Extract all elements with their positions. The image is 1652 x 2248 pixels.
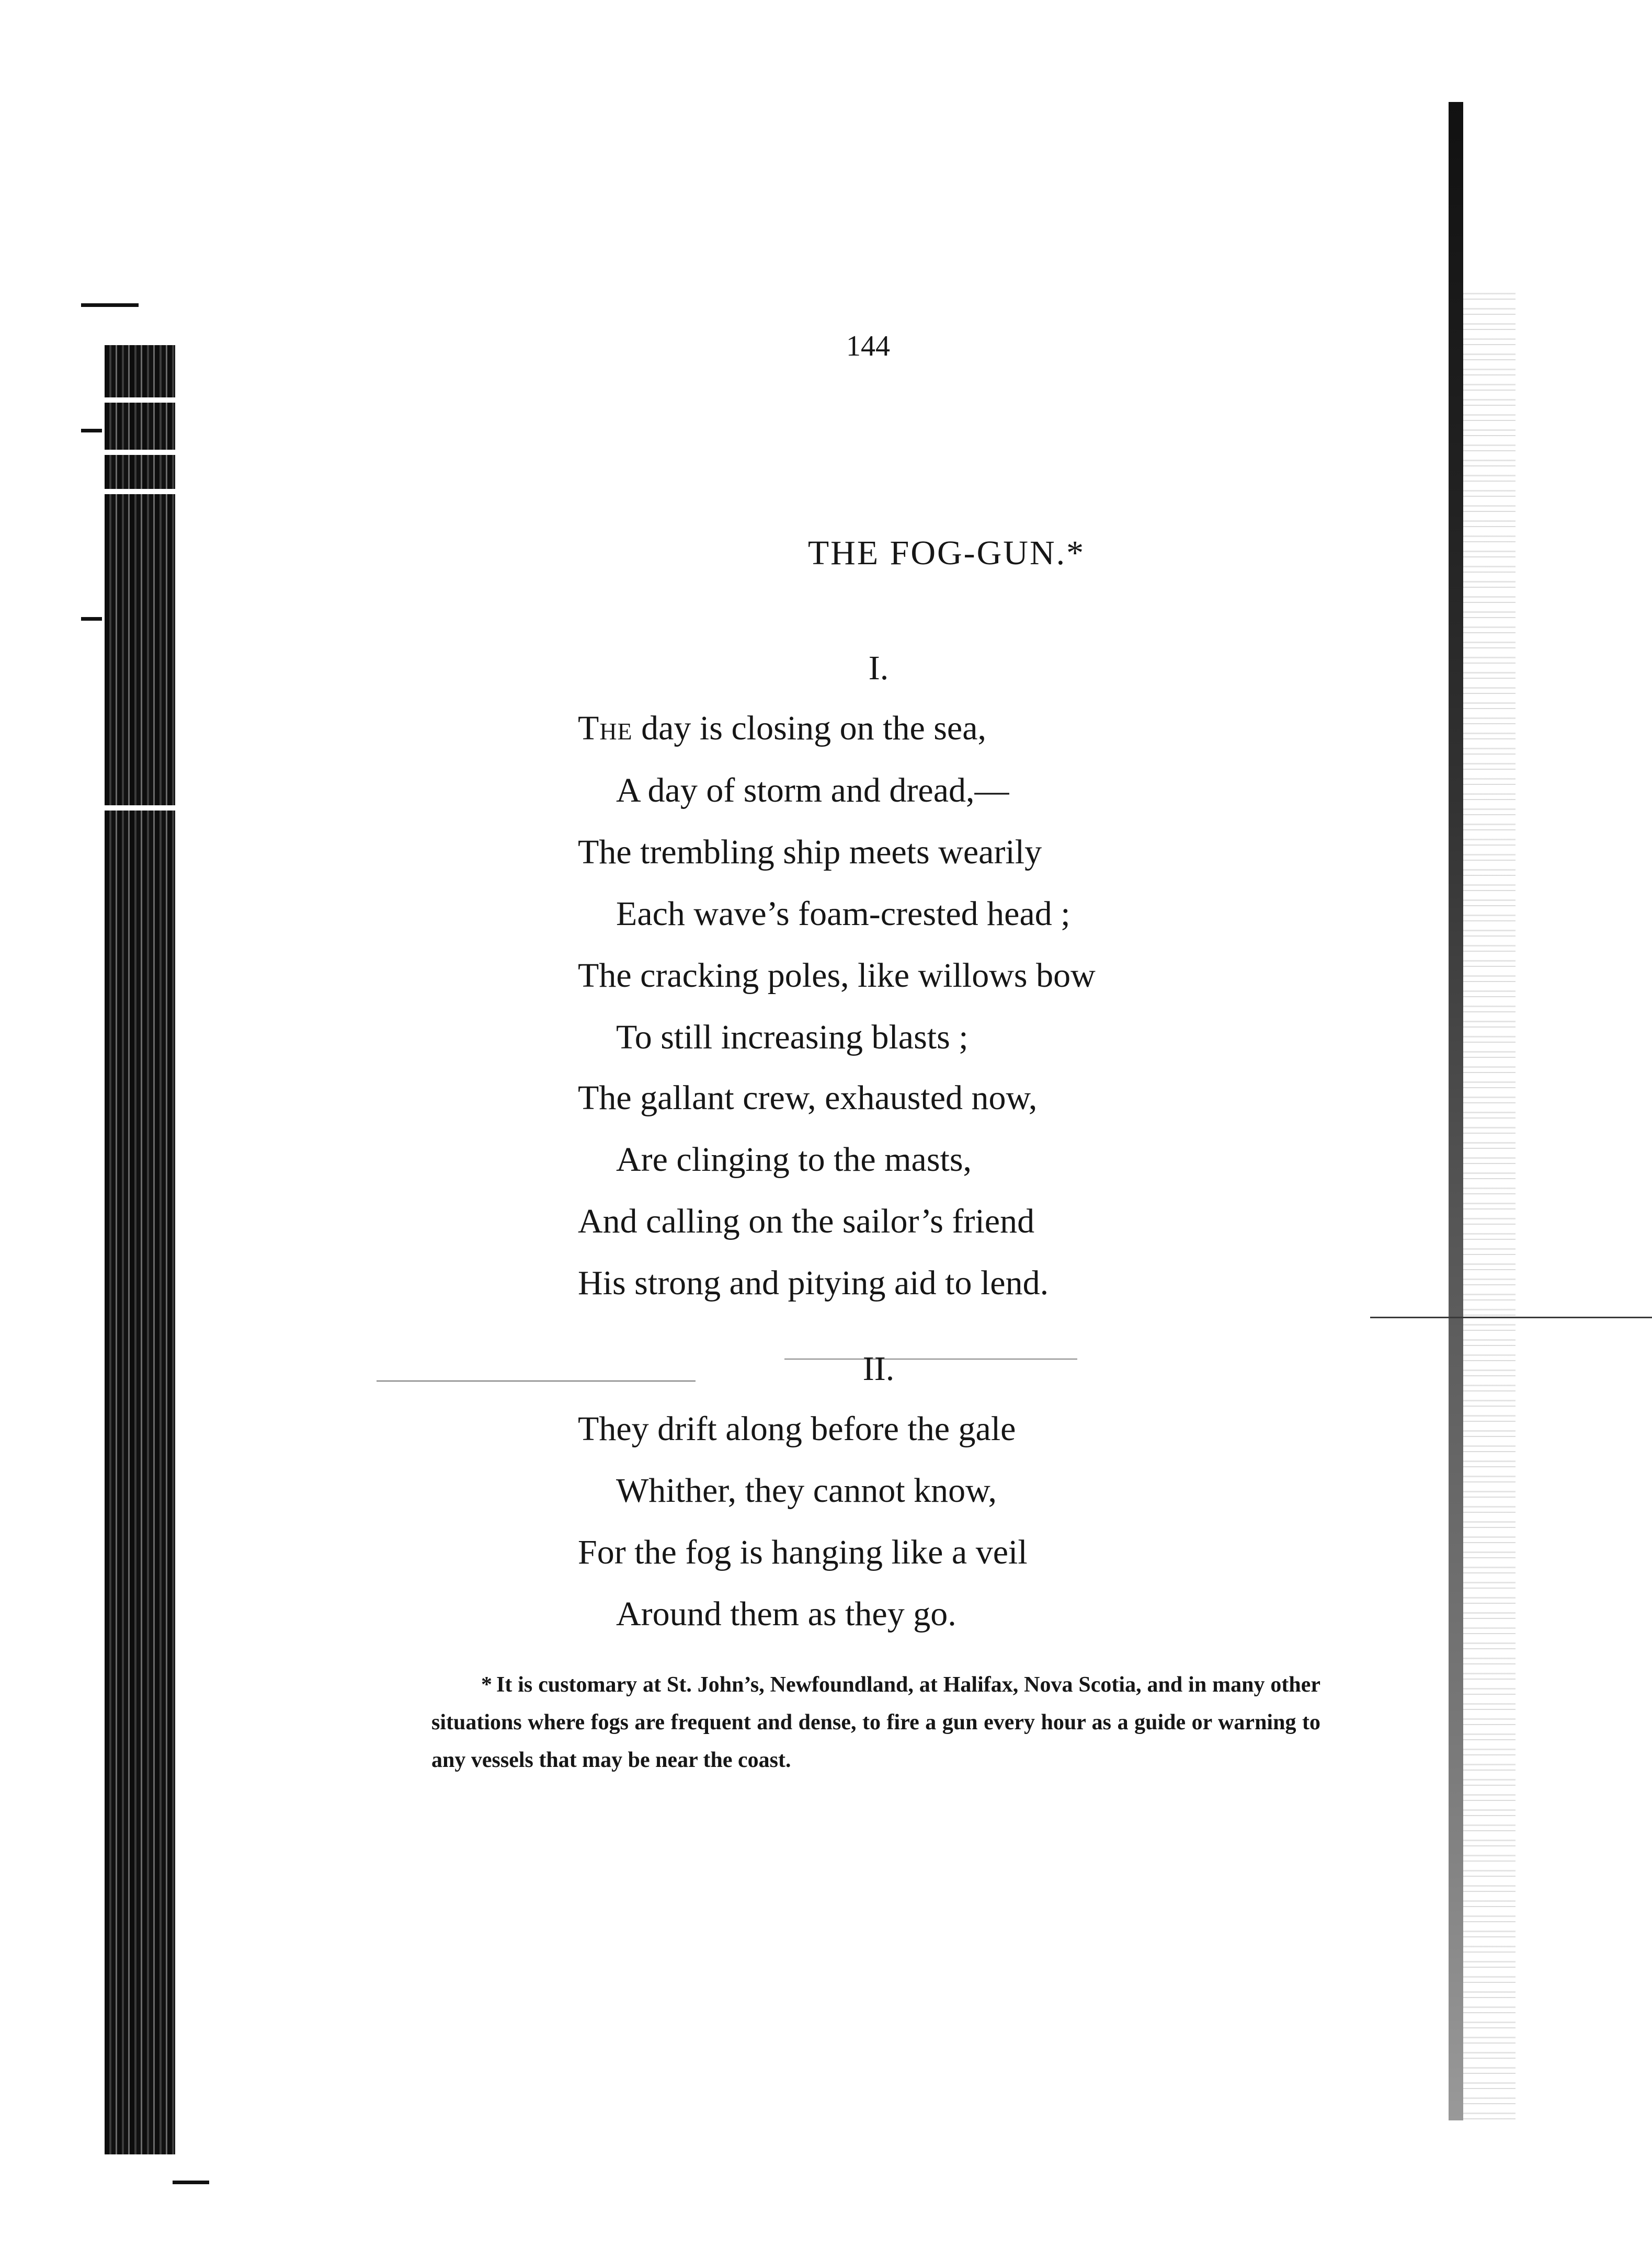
left-binding-shadow [105, 345, 175, 2154]
verse-line: Each wave’s foam-crested head ; [616, 895, 1070, 933]
verse-line-lead: The [578, 709, 633, 747]
binding-tick [81, 303, 139, 307]
binding-gap [84, 397, 175, 403]
verse-line: A day of storm and dread,— [616, 771, 1009, 809]
verse-line: Whither, they cannot know, [616, 1471, 997, 1510]
footnote-text: It is customary at St. John’s, Newfoundland, at Halifax, Nova Scotia, and in many other situations where fogs are frequent and dense, to fire a gun every hour as a guide or warning to any vessels that may be near the coast. [431, 1673, 1320, 1773]
binding-tick [81, 429, 102, 432]
footnote [431, 1666, 1320, 1779]
right-edge-speckle [1463, 293, 1516, 2123]
verse-line-text: day is closing on the sea, [632, 709, 987, 747]
verse-line: His strong and pitying aid to lend. [578, 1264, 1049, 1302]
right-edge-shadow [1449, 102, 1463, 2120]
verse-line [578, 709, 1258, 748]
verse-line: To still increasing blasts ; [616, 1018, 969, 1056]
verse-line: They drift along before the gale [578, 1410, 1016, 1448]
binding-gap [84, 805, 175, 811]
verse-line: Around them as they go. [616, 1595, 956, 1633]
page-number: 144 [846, 330, 890, 362]
stanza-numeral: I. [868, 649, 889, 687]
verse-line: The gallant crew, exhausted now, [578, 1079, 1038, 1117]
scan-line [1370, 1317, 1652, 1318]
verse-line: And calling on the sailor’s friend [578, 1202, 1035, 1240]
scan-line [377, 1380, 696, 1382]
binding-gap [84, 450, 175, 455]
poem-title: THE FOG-GUN.* [807, 534, 1086, 572]
stanza-numeral: II. [862, 1350, 895, 1388]
verse-line: The cracking poles, like willows bow [578, 956, 1096, 995]
footnote-marker: * [481, 1673, 492, 1697]
binding-tick [173, 2181, 209, 2184]
verse-line: For the fog is hanging like a veil [578, 1533, 1028, 1571]
binding-tick [81, 617, 102, 621]
verse-line: The trembling ship meets wearily [578, 833, 1042, 871]
verse-line: Are clinging to the masts, [616, 1140, 972, 1179]
binding-gap [84, 489, 175, 494]
